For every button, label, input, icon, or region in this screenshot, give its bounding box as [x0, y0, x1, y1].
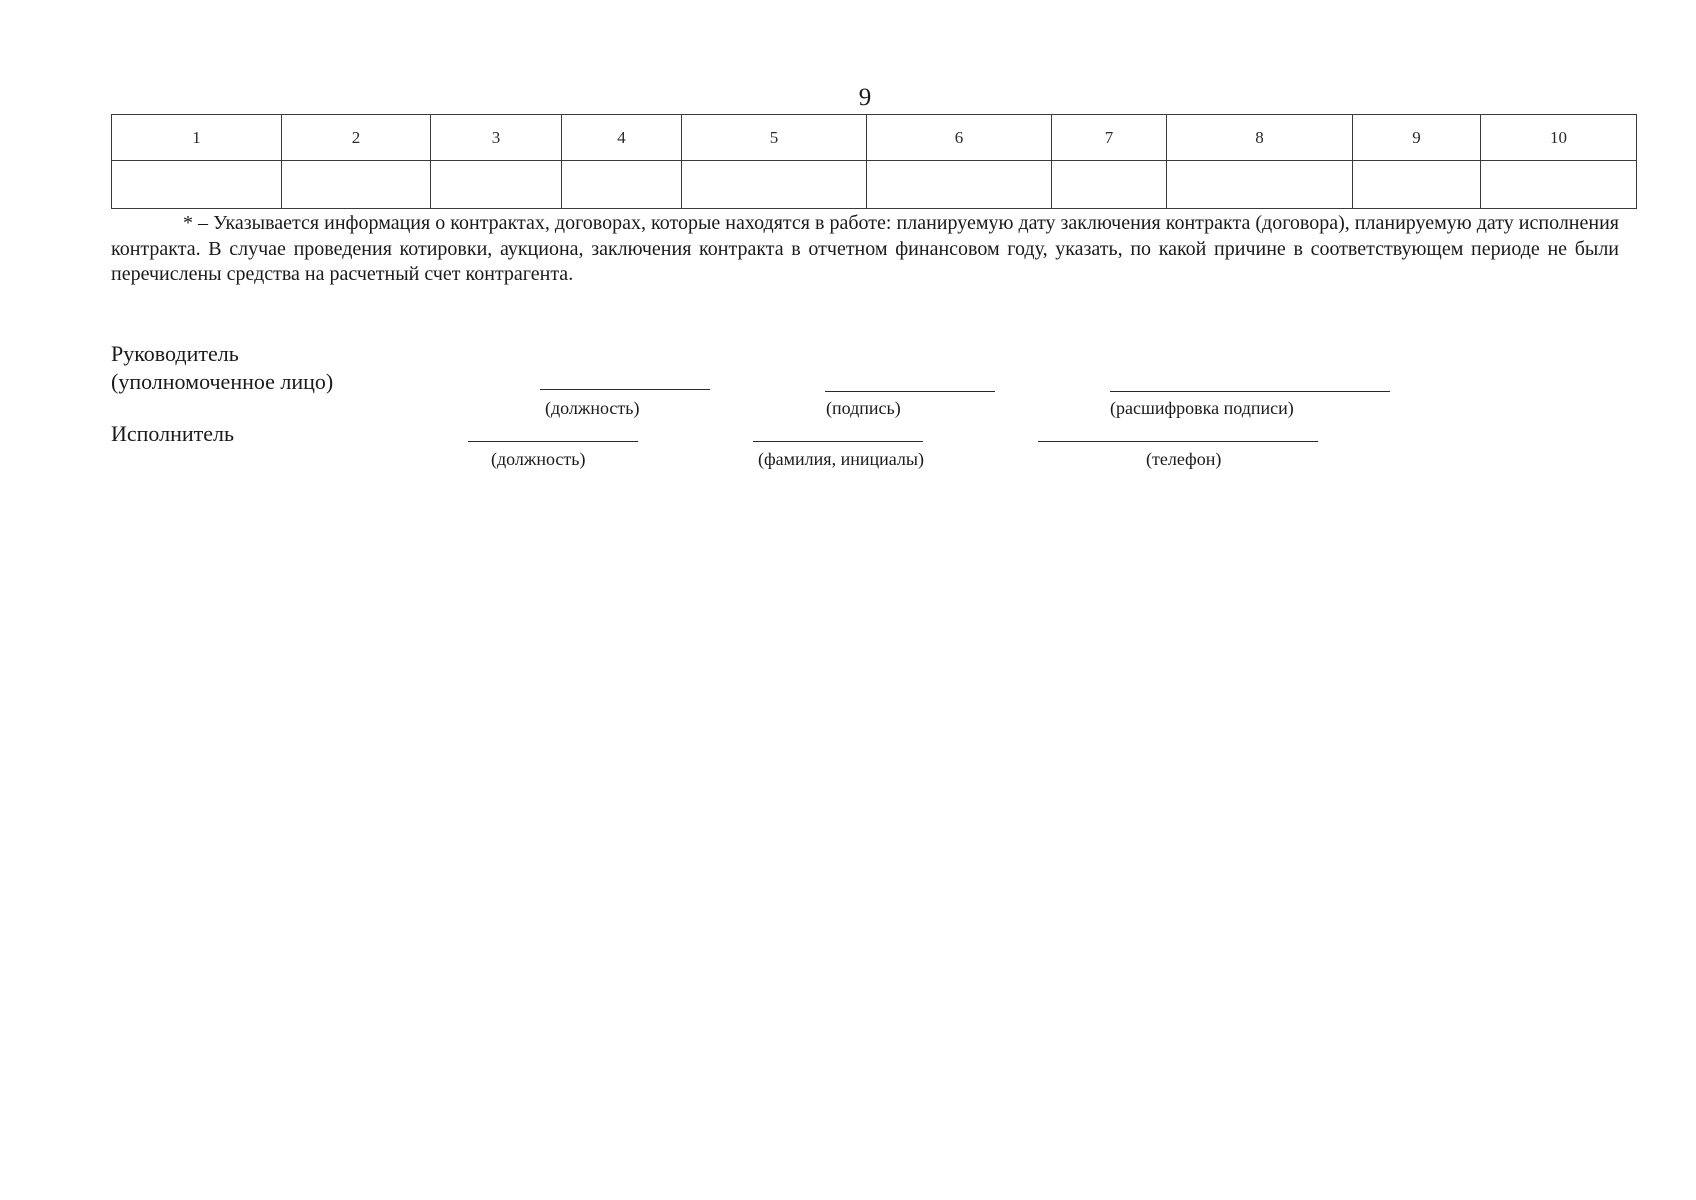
column-number-cell: 4 — [562, 115, 682, 161]
table-header-row — [112, 115, 1637, 161]
table-cell — [1353, 161, 1481, 209]
table-cell — [682, 161, 867, 209]
head-position-line — [540, 389, 710, 390]
column-number-cell: 1 — [112, 115, 282, 161]
table-empty-row — [112, 161, 1637, 209]
executor-position-caption: (должность) — [491, 449, 586, 469]
data-table — [111, 114, 1637, 209]
executor-phone-line — [1038, 441, 1318, 442]
head-label: Руководитель — [111, 341, 239, 366]
executor-name-line — [753, 441, 923, 442]
head-decoding-caption: (расшифровка подписи) — [1110, 398, 1294, 418]
table-cell — [1481, 161, 1637, 209]
table-cell — [431, 161, 562, 209]
column-number-cell: 9 — [1353, 115, 1481, 161]
column-number-cell: 6 — [867, 115, 1052, 161]
head-decoding-line — [1110, 391, 1390, 392]
column-number-cell: 7 — [1052, 115, 1167, 161]
head-signature-line — [825, 391, 995, 392]
table-cell — [867, 161, 1052, 209]
authorized-person-label: (уполномоченное лицо) — [111, 369, 334, 394]
column-number-cell: 2 — [282, 115, 431, 161]
table-cell — [1167, 161, 1353, 209]
executor-position-line — [468, 441, 638, 442]
table-cell — [282, 161, 431, 209]
column-number-cell: 10 — [1481, 115, 1637, 161]
table-cell — [112, 161, 282, 209]
executor-name-caption: (фамилия, инициалы) — [758, 449, 924, 469]
column-number-cell: 8 — [1167, 115, 1353, 161]
head-position-caption: (должность) — [545, 398, 640, 418]
column-number-cell: 3 — [431, 115, 562, 161]
executor-label: Исполнитель — [111, 421, 235, 446]
executor-phone-caption: (телефон) — [1146, 449, 1222, 469]
footnote: * – Указывается информация о контрактах, договорах, которые находятся в работе: планируемую дату заключения контракта (договора), планируемую дату исполнения контракта. В случае проведения котировки, аукциона, заключения контракта в отчетном финансовом году, указать, по какой причине в соответствующем периоде не были перечислены средства на расчетный счет контрагента. — [111, 212, 1619, 285]
table-cell — [562, 161, 682, 209]
table-cell — [1052, 161, 1167, 209]
page-number: 9 — [858, 84, 872, 111]
column-number-cell: 5 — [682, 115, 867, 161]
head-signature-caption: (подпись) — [826, 398, 901, 418]
